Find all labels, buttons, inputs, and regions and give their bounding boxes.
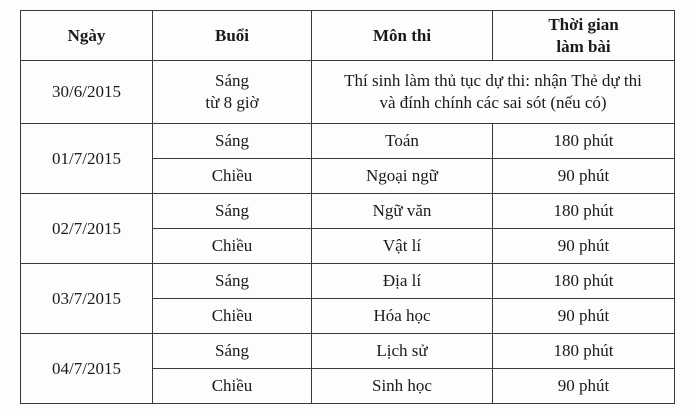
header-date: Ngày (21, 11, 153, 61)
subject-cell: Địa lí (312, 264, 493, 299)
header-duration-line2: làm bài (556, 36, 611, 56)
duration-cell: 90 phút (493, 159, 675, 194)
date-cell: 04/7/2015 (21, 334, 153, 404)
session-cell: Chiều (153, 229, 312, 264)
table-row (21, 264, 675, 299)
session-cell: Chiều (153, 299, 312, 334)
session-cell (153, 61, 312, 124)
subject-cell: Sinh học (312, 369, 493, 404)
header-duration-line1: Thời gian (548, 14, 619, 34)
duration-cell: 90 phút (493, 229, 675, 264)
table-row (21, 124, 675, 159)
session-cell: Chiều (153, 159, 312, 194)
subject-cell: Lịch sử (312, 334, 493, 369)
date-cell: 02/7/2015 (21, 194, 153, 264)
duration-cell: 180 phút (493, 264, 675, 299)
subject-cell: Ngữ văn (312, 194, 493, 229)
header-session: Buổi (153, 11, 312, 61)
session-cell: Sáng (153, 194, 312, 229)
header-subject: Môn thi (312, 11, 493, 61)
date-cell: 30/6/2015 (21, 61, 153, 124)
table-row (21, 334, 675, 369)
procedure-note-cell (312, 61, 675, 124)
subject-cell: Vật lí (312, 229, 493, 264)
date-cell: 01/7/2015 (21, 124, 153, 194)
session-line1: Sáng (215, 71, 249, 90)
subject-cell: Ngoại ngữ (312, 159, 493, 194)
duration-cell: 90 phút (493, 299, 675, 334)
session-cell: Chiều (153, 369, 312, 404)
session-cell: Sáng (153, 124, 312, 159)
duration-cell: 90 phút (493, 369, 675, 404)
date-cell: 03/7/2015 (21, 264, 153, 334)
session-cell: Sáng (153, 264, 312, 299)
table-row (21, 194, 675, 229)
header-row (21, 11, 675, 61)
table-row (21, 61, 675, 124)
header-duration (493, 11, 675, 61)
note-line1: Thí sinh làm thủ tục dự thi: nhận Thẻ dự thi (344, 71, 642, 90)
duration-cell: 180 phút (493, 194, 675, 229)
subject-cell: Hóa học (312, 299, 493, 334)
subject-cell: Toán (312, 124, 493, 159)
session-cell: Sáng (153, 334, 312, 369)
duration-cell: 180 phút (493, 124, 675, 159)
duration-cell: 180 phút (493, 334, 675, 369)
note-line2: và đính chính các sai sót (nếu có) (379, 93, 607, 112)
exam-schedule-table (20, 10, 675, 404)
session-line2: từ 8 giờ (205, 93, 259, 112)
